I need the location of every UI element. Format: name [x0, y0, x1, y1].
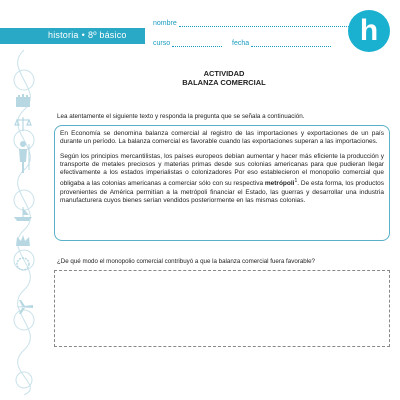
subject-name: historia: [48, 30, 79, 40]
subtitle-line: BALANZA COMERCIAL: [182, 78, 266, 87]
decorative-sidebar: [0, 0, 46, 400]
subject-separator: •: [81, 30, 85, 40]
paragraph-mercantilism: [60, 153, 384, 206]
name-label: nombre: [153, 20, 177, 27]
course-label: curso: [153, 40, 171, 47]
crown-icon: [14, 232, 32, 250]
paragraph-definition: En Economía se denomina balanza comercial al registro de las importaciones y exportaciones de un país durante un período. La balanza comercial es favorable cuando las exportaciones superan a las importaciones.: [60, 130, 384, 146]
date-label: fecha: [232, 40, 250, 47]
history-logo-icon: [348, 10, 390, 52]
castle-icon: [14, 90, 32, 108]
course-field[interactable]: [153, 40, 222, 47]
airplane-icon: [14, 298, 34, 316]
paragraph-part1: Según los principios mercantilistas, los países europeos debían aumentar y hacer más eficiente la producción y transporte de metales preciosos y materias primas desde sus colonias americanas para que pudieran llegar efectivamente a los estados imperialistas o colonizadores Por eso establecieron el monopolio comercial que obligaba a las colonias americanas a comerciar sólo con su respectiva: [60, 152, 384, 188]
ship-icon: [12, 205, 34, 223]
footnote-marker: 1: [294, 178, 298, 185]
course-line[interactable]: [172, 40, 222, 47]
metropoli-term: metrópoli: [264, 180, 295, 188]
name-line[interactable]: [179, 20, 357, 27]
instruction-text: Lea atentamente el siguiente texto y responda la pregunta que se señala a continuación.: [57, 113, 305, 120]
paragraph-part2: . De esta forma, los productos provenientes de América permitían a la metrópoli financiar el Estado, las guerras y desarrollar una industria manufacturera cuyos bienes serían vendidos posteriormente en las mismas colonias.: [60, 180, 384, 205]
answer-box[interactable]: [54, 270, 390, 347]
date-line[interactable]: [251, 40, 331, 47]
grade-label: 8º básico: [87, 30, 127, 40]
question-text: ¿De qué modo el monopolio comercial contribuyó a que la balanza comercial fuera favorable?: [57, 258, 315, 265]
reading-box: [54, 125, 390, 241]
title-line: ACTIVIDAD: [203, 69, 245, 78]
name-field[interactable]: [153, 20, 357, 27]
soldier-icon: [14, 140, 32, 174]
logo-letter: h: [359, 14, 379, 47]
wreath-icon: [14, 255, 32, 273]
scales-icon: [14, 115, 32, 133]
activity-title: [48, 69, 400, 87]
date-field[interactable]: [232, 40, 331, 47]
subject-label: [48, 30, 127, 40]
